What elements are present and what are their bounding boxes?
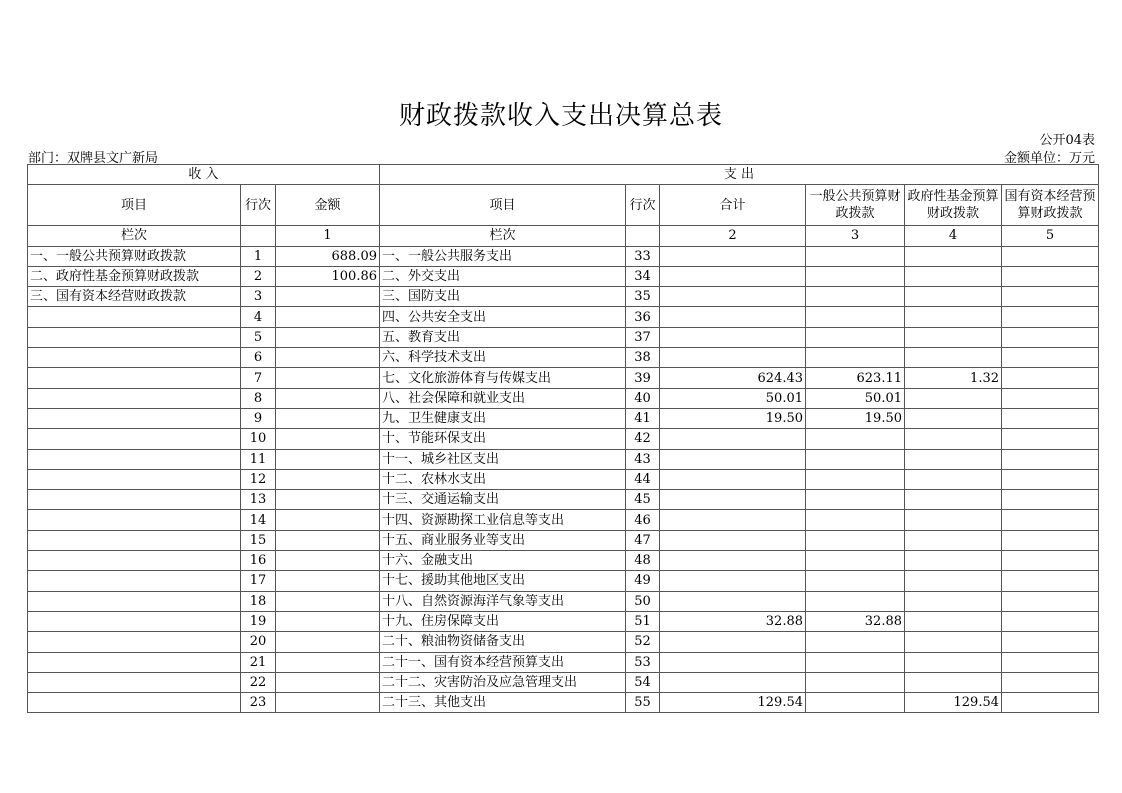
expense-item-cell: 十六、金融支出 [380, 551, 626, 571]
income-item-cell [28, 632, 241, 652]
total-cell [660, 490, 806, 510]
income-item-cell [28, 693, 241, 713]
general-budget-cell [806, 327, 905, 347]
expense-item-cell: 十九、住房保障支出 [380, 611, 626, 631]
income-line-cell: 19 [241, 611, 276, 631]
expense-header: 支 出 [380, 165, 1099, 185]
income-amount-cell [276, 530, 380, 550]
income-amount-cell [276, 510, 380, 530]
general-budget-cell [806, 693, 905, 713]
expense-line-cell: 46 [626, 510, 660, 530]
department-label: 部门：双牌县文广新局 [28, 151, 159, 166]
income-item-cell [28, 530, 241, 550]
gov-fund-cell [905, 246, 1002, 266]
table-row [28, 469, 1099, 489]
income-amount-cell [276, 490, 380, 510]
income-item-cell [28, 368, 241, 388]
table-row [28, 490, 1099, 510]
expense-line-cell: 48 [626, 551, 660, 571]
gov-fund-cell [905, 551, 1002, 571]
gov-fund-cell: 129.54 [905, 693, 1002, 713]
income-amount-cell [276, 571, 380, 591]
state-capital-cell [1002, 408, 1099, 428]
income-amount-cell [276, 388, 380, 408]
income-item-cell [28, 490, 241, 510]
unit-label: 金额单位：万元 [1003, 151, 1095, 166]
table-row [28, 632, 1099, 652]
gov-fund-cell [905, 327, 1002, 347]
state-capital-cell [1002, 652, 1099, 672]
state-capital-cell [1002, 469, 1099, 489]
income-seq-label: 栏次 [28, 226, 241, 246]
general-budget-cell [806, 490, 905, 510]
expense-line-cell: 42 [626, 429, 660, 449]
expense-line-cell: 40 [626, 388, 660, 408]
total-cell [660, 327, 806, 347]
total-cell: 50.01 [660, 388, 806, 408]
empty-cell [241, 226, 276, 246]
expense-item-cell: 七、文化旅游体育与传媒支出 [380, 368, 626, 388]
general-budget-cell [806, 571, 905, 591]
expense-item-cell: 十四、资源勘探工业信息等支出 [380, 510, 626, 530]
expense-item-cell: 九、卫生健康支出 [380, 408, 626, 428]
seq-col-4: 4 [905, 226, 1002, 246]
gov-fund-cell [905, 591, 1002, 611]
gov-fund-cell [905, 530, 1002, 550]
income-line-cell: 9 [241, 408, 276, 428]
general-budget-cell [806, 348, 905, 368]
expense-line-cell: 51 [626, 611, 660, 631]
income-amount-cell [276, 287, 380, 307]
general-budget-cell [806, 632, 905, 652]
state-capital-cell [1002, 246, 1099, 266]
table-row [28, 408, 1099, 428]
gov-fund-cell [905, 266, 1002, 286]
total-cell [660, 551, 806, 571]
table-row [28, 266, 1099, 286]
total-cell [660, 510, 806, 530]
state-capital-cell [1002, 571, 1099, 591]
income-item-cell [28, 449, 241, 469]
expense-line-cell: 49 [626, 571, 660, 591]
state-capital-cell [1002, 388, 1099, 408]
gov-fund-cell [905, 408, 1002, 428]
income-amount-cell [276, 348, 380, 368]
expense-item-cell: 四、公共安全支出 [380, 307, 626, 327]
state-capital-cell [1002, 611, 1099, 631]
income-item-header: 项目 [28, 185, 241, 226]
general-budget-cell [806, 287, 905, 307]
budget-table [27, 164, 1099, 713]
gov-fund-cell [905, 348, 1002, 368]
income-item-cell [28, 469, 241, 489]
income-line-cell: 10 [241, 429, 276, 449]
state-capital-cell [1002, 307, 1099, 327]
general-budget-cell [806, 652, 905, 672]
expense-line-header: 行次 [626, 185, 660, 226]
general-budget-cell: 50.01 [806, 388, 905, 408]
expense-item-cell: 二十三、其他支出 [380, 693, 626, 713]
expense-line-cell: 52 [626, 632, 660, 652]
table-row [28, 307, 1099, 327]
table-row [28, 429, 1099, 449]
income-line-cell: 7 [241, 368, 276, 388]
table-row [28, 287, 1099, 307]
income-line-cell: 13 [241, 490, 276, 510]
general-budget-cell: 19.50 [806, 408, 905, 428]
income-line-cell: 4 [241, 307, 276, 327]
gov-fund-cell [905, 388, 1002, 408]
income-item-cell [28, 551, 241, 571]
income-line-cell: 8 [241, 388, 276, 408]
total-cell [660, 672, 806, 692]
table-row [28, 693, 1099, 713]
expense-line-cell: 47 [626, 530, 660, 550]
income-amount-cell [276, 611, 380, 631]
total-cell [660, 530, 806, 550]
income-amount-cell [276, 408, 380, 428]
income-line-cell: 6 [241, 348, 276, 368]
gov-fund-cell [905, 490, 1002, 510]
expense-item-cell: 三、国防支出 [380, 287, 626, 307]
table-row [28, 530, 1099, 550]
expense-line-cell: 37 [626, 327, 660, 347]
expense-line-cell: 34 [626, 266, 660, 286]
income-line-cell: 16 [241, 551, 276, 571]
income-amount-cell [276, 672, 380, 692]
state-capital-cell [1002, 530, 1099, 550]
income-item-cell [28, 307, 241, 327]
income-line-cell: 18 [241, 591, 276, 611]
gov-fund-cell [905, 469, 1002, 489]
state-capital-cell [1002, 368, 1099, 388]
expense-item-cell: 二十、粮油物资储备支出 [380, 632, 626, 652]
gov-fund-cell [905, 287, 1002, 307]
state-capital-cell [1002, 429, 1099, 449]
state-capital-cell [1002, 632, 1099, 652]
income-item-cell [28, 510, 241, 530]
income-line-cell: 11 [241, 449, 276, 469]
table-row [28, 672, 1099, 692]
gov-fund-cell [905, 611, 1002, 631]
income-line-cell: 23 [241, 693, 276, 713]
expense-line-cell: 43 [626, 449, 660, 469]
income-amount-cell [276, 368, 380, 388]
expense-item-cell: 十五、商业服务业等支出 [380, 530, 626, 550]
general-budget-cell [806, 551, 905, 571]
gov-fund-cell [905, 632, 1002, 652]
income-item-cell [28, 388, 241, 408]
income-header: 收 入 [28, 165, 380, 185]
expense-item-cell: 十一、城乡社区支出 [380, 449, 626, 469]
expense-line-cell: 41 [626, 408, 660, 428]
table-row [28, 510, 1099, 530]
income-amount-cell [276, 693, 380, 713]
table-row [28, 551, 1099, 571]
total-cell [660, 632, 806, 652]
total-cell [660, 348, 806, 368]
income-item-cell [28, 429, 241, 449]
income-item-cell [28, 652, 241, 672]
income-item-cell [28, 327, 241, 347]
empty-cell [626, 226, 660, 246]
gov-fund-cell [905, 510, 1002, 530]
table-row [28, 571, 1099, 591]
general-budget-cell [806, 469, 905, 489]
income-item-cell [28, 591, 241, 611]
gov-fund-cell [905, 571, 1002, 591]
income-amount-cell [276, 307, 380, 327]
total-cell [660, 287, 806, 307]
total-cell [660, 429, 806, 449]
income-line-header: 行次 [241, 185, 276, 226]
state-capital-cell [1002, 348, 1099, 368]
expense-item-cell: 二十二、灾害防治及应急管理支出 [380, 672, 626, 692]
expense-item-cell: 十七、援助其他地区支出 [380, 571, 626, 591]
income-line-cell: 20 [241, 632, 276, 652]
table-row [28, 388, 1099, 408]
table-row [28, 449, 1099, 469]
income-item-cell [28, 408, 241, 428]
table-row [28, 246, 1099, 266]
total-cell [660, 307, 806, 327]
table-row [28, 611, 1099, 631]
general-budget-cell [806, 510, 905, 530]
expense-line-cell: 50 [626, 591, 660, 611]
state-capital-cell [1002, 693, 1099, 713]
state-capital-cell [1002, 327, 1099, 347]
expense-item-header: 项目 [380, 185, 626, 226]
total-cell [660, 449, 806, 469]
income-amount-cell [276, 449, 380, 469]
income-item-cell: 一、一般公共预算财政拨款 [28, 246, 241, 266]
general-budget-header: 一般公共预算财政拨款 [806, 185, 905, 226]
expense-line-cell: 45 [626, 490, 660, 510]
general-budget-cell [806, 530, 905, 550]
expense-line-cell: 53 [626, 652, 660, 672]
general-budget-cell [806, 672, 905, 692]
total-cell: 19.50 [660, 408, 806, 428]
expense-item-cell: 六、科学技术支出 [380, 348, 626, 368]
state-capital-cell [1002, 490, 1099, 510]
expense-line-cell: 36 [626, 307, 660, 327]
income-item-cell [28, 672, 241, 692]
income-line-cell: 1 [241, 246, 276, 266]
expense-line-cell: 54 [626, 672, 660, 692]
expense-item-cell: 二、外交支出 [380, 266, 626, 286]
income-amount-header: 金额 [276, 185, 380, 226]
income-amount-cell [276, 327, 380, 347]
general-budget-cell [806, 307, 905, 327]
income-line-cell: 3 [241, 287, 276, 307]
gov-fund-cell [905, 449, 1002, 469]
income-item-cell [28, 571, 241, 591]
income-amount-cell [276, 551, 380, 571]
general-budget-cell [806, 266, 905, 286]
state-capital-cell [1002, 672, 1099, 692]
expense-line-cell: 55 [626, 693, 660, 713]
expense-seq-label: 栏次 [380, 226, 626, 246]
income-amount-cell [276, 591, 380, 611]
gov-fund-cell [905, 429, 1002, 449]
seq-col-2: 2 [660, 226, 806, 246]
state-capital-header: 国有资本经营预算财政拨款 [1002, 185, 1099, 226]
expense-item-cell: 十八、自然资源海洋气象等支出 [380, 591, 626, 611]
gov-fund-cell [905, 307, 1002, 327]
seq-col-1: 1 [276, 226, 380, 246]
expense-item-cell: 五、教育支出 [380, 327, 626, 347]
income-line-cell: 2 [241, 266, 276, 286]
expense-item-cell: 一、一般公共服务支出 [380, 246, 626, 266]
gov-fund-header: 政府性基金预算财政拨款 [905, 185, 1002, 226]
income-amount-cell [276, 469, 380, 489]
general-budget-cell [806, 246, 905, 266]
total-cell [660, 469, 806, 489]
income-amount-cell: 100.86 [276, 266, 380, 286]
page-title: 财政拨款收入支出决算总表 [398, 101, 723, 131]
table-row [28, 652, 1099, 672]
total-cell: 32.88 [660, 611, 806, 631]
state-capital-cell [1002, 449, 1099, 469]
total-header: 合计 [660, 185, 806, 226]
table-row [28, 327, 1099, 347]
state-capital-cell [1002, 591, 1099, 611]
expense-item-cell: 十、节能环保支出 [380, 429, 626, 449]
general-budget-cell [806, 591, 905, 611]
income-item-cell: 二、政府性基金预算财政拨款 [28, 266, 241, 286]
income-line-cell: 21 [241, 652, 276, 672]
gov-fund-cell [905, 652, 1002, 672]
income-line-cell: 14 [241, 510, 276, 530]
expense-item-cell: 十三、交通运输支出 [380, 490, 626, 510]
income-item-cell [28, 348, 241, 368]
seq-col-5: 5 [1002, 226, 1099, 246]
expense-item-cell: 二十一、国有资本经营预算支出 [380, 652, 626, 672]
state-capital-cell [1002, 266, 1099, 286]
seq-col-3: 3 [806, 226, 905, 246]
general-budget-cell: 623.11 [806, 368, 905, 388]
expense-line-cell: 38 [626, 348, 660, 368]
state-capital-cell [1002, 287, 1099, 307]
total-cell: 129.54 [660, 693, 806, 713]
table-row [28, 368, 1099, 388]
income-line-cell: 5 [241, 327, 276, 347]
income-item-cell: 三、国有资本经营财政拨款 [28, 287, 241, 307]
form-number: 公开04表 [1039, 133, 1095, 148]
expense-line-cell: 35 [626, 287, 660, 307]
gov-fund-cell: 1.32 [905, 368, 1002, 388]
total-cell [660, 591, 806, 611]
total-cell [660, 652, 806, 672]
general-budget-cell [806, 449, 905, 469]
expense-line-cell: 44 [626, 469, 660, 489]
table-row [28, 591, 1099, 611]
income-amount-cell [276, 632, 380, 652]
income-amount-cell [276, 652, 380, 672]
total-cell [660, 571, 806, 591]
income-amount-cell [276, 429, 380, 449]
expense-item-cell: 十二、农林水支出 [380, 469, 626, 489]
income-item-cell [28, 611, 241, 631]
income-line-cell: 22 [241, 672, 276, 692]
total-cell: 624.43 [660, 368, 806, 388]
state-capital-cell [1002, 551, 1099, 571]
expense-line-cell: 39 [626, 368, 660, 388]
total-cell [660, 246, 806, 266]
state-capital-cell [1002, 510, 1099, 530]
total-cell [660, 266, 806, 286]
table-row [28, 348, 1099, 368]
income-line-cell: 17 [241, 571, 276, 591]
gov-fund-cell [905, 672, 1002, 692]
expense-line-cell: 33 [626, 246, 660, 266]
income-line-cell: 12 [241, 469, 276, 489]
income-line-cell: 15 [241, 530, 276, 550]
general-budget-cell: 32.88 [806, 611, 905, 631]
expense-item-cell: 八、社会保障和就业支出 [380, 388, 626, 408]
general-budget-cell [806, 429, 905, 449]
income-amount-cell: 688.09 [276, 246, 380, 266]
